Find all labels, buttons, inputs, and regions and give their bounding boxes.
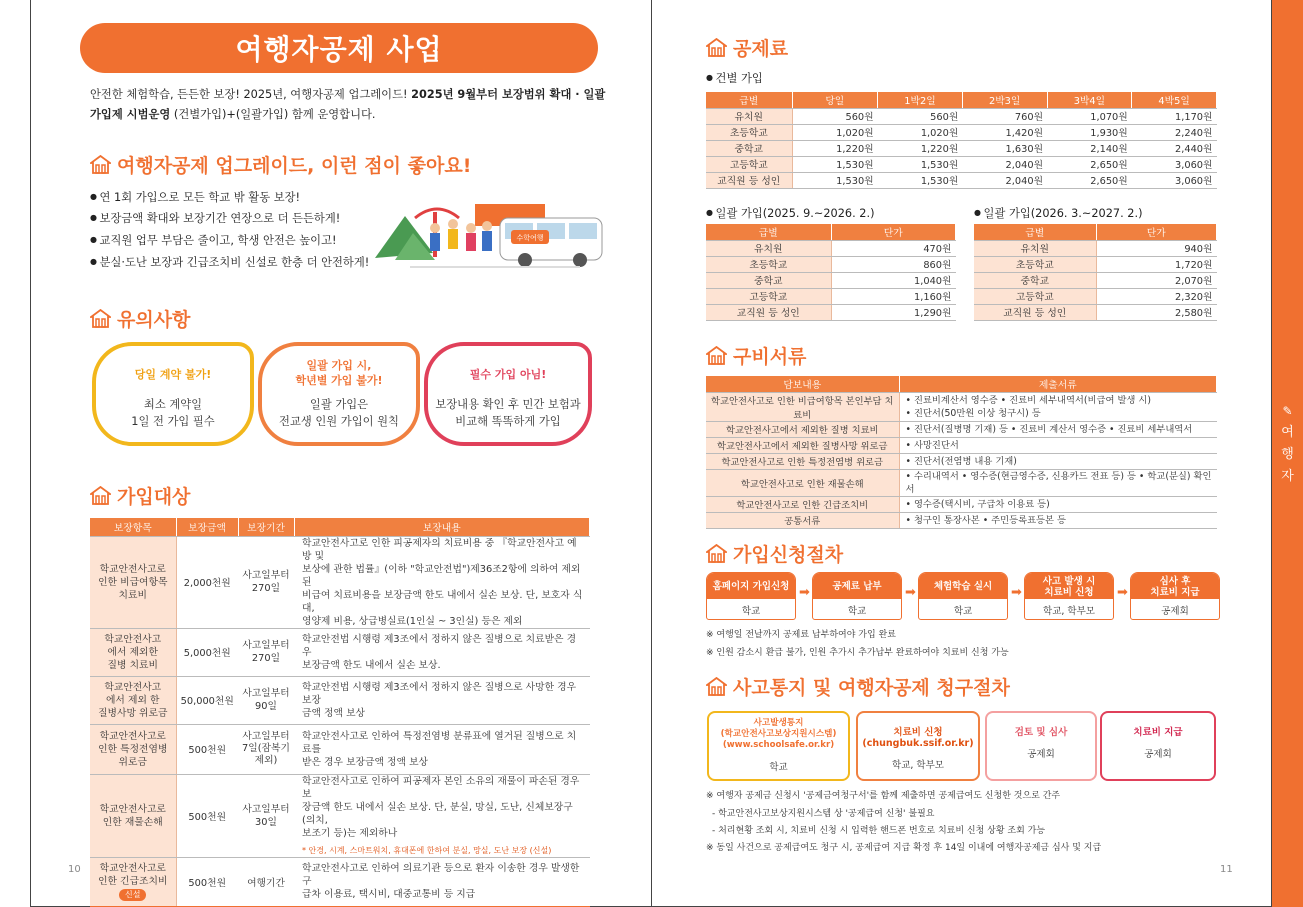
table-header: 단가 — [831, 224, 956, 240]
table-cell: 3,060원 — [1132, 172, 1217, 188]
table-row: 학교안전사고로 인한 비급여항목 치료비 2,000천원 사고일부터 270일 학교안전사고로 인한 피공제자의 치료비용 중 『학교안전사고 예방 및 보상에 관한 법률』(이하 "학교안전법")제36조2항에 의하여 제외된 비급여 치료비용을 보장금액 한도 내에서 실손 보상. 단, 보호자 식대, 영양제 비용, 상급병실료(1인실 ~ 3인실) 등은 제외 — [90, 536, 590, 628]
table-row: 학교안전사고 에서 제외 한 질병사망 위로금 50,000천원 사고일부터 90일 학교안전법 시행령 제3조에서 정하지 않은 질병으로 사망한 경우 보장 금액 정액 보상 — [90, 676, 590, 724]
apply-step — [1130, 572, 1220, 620]
side-tab-char: 자 — [1281, 469, 1294, 484]
table-row — [706, 392, 1217, 421]
table-cell: 1,530원 — [792, 172, 878, 188]
section-docs-heading: 구비서류 — [706, 342, 806, 369]
caution-body: 전교생 인원 가입이 원칙 — [279, 415, 399, 428]
table-cell: • 청구인 통장사본 • 주민등록표등본 등 — [899, 512, 1217, 528]
table-cell: 860원 — [831, 256, 956, 272]
table-row — [706, 288, 956, 304]
page-number: 11 — [1220, 864, 1233, 875]
table-row — [974, 272, 1217, 288]
claim-step-title: 치료비 지급 — [1133, 727, 1183, 738]
claim-step — [707, 711, 850, 781]
apply-step-title: 홈페이지 가입신청 — [712, 581, 790, 592]
table-cell: 560원 — [792, 108, 878, 124]
caution-body: 보장내용 확인 후 민간 보험과 — [435, 398, 581, 411]
table-row: 학교안전사고로 인한 특정전염병 위로금 500천원 사고일부터 7일(잠복기 제외) 학교안전사고로 인하여 특정전염병 분류표에 열거된 질병으로 치료를 받은 경우 보장금액 정액 보상 — [90, 724, 590, 774]
claim-note: ※ 동일 사건으로 공제급여도 청구 시, 공제급여 지급 확정 후 14일 이내에 여행자공제금 심사 및 지급 — [706, 843, 1102, 853]
per-trip-fee-table — [706, 92, 1217, 189]
table-cell: 초등학교 — [974, 256, 1096, 272]
table-cell: 2,040원 — [962, 156, 1047, 172]
table-row: 학교안전사고 에서 제외한 질병 치료비 5,000천원 사고일부터 270일 학교안전법 시행령 제3조에서 정하지 않은 질병으로 치료받은 경우 보장금액 한도 내에서 실손 보상. — [90, 628, 590, 676]
school-icon — [90, 486, 111, 505]
claim-step-owner: 공제회 — [1027, 749, 1055, 760]
claim-step-owner: 공제회 — [1144, 749, 1172, 760]
section-target-heading: 가입대상 — [90, 482, 190, 509]
caution-body: 1일 전 가입 필수 — [131, 415, 215, 428]
table-cell: • 진료비계산서 영수증 • 진료비 세부내역서(비급여 발생 시) • 진단서(50만원 이상 청구시) 등 — [899, 392, 1217, 421]
school-icon — [706, 544, 727, 563]
apply-step-owner: 학교, 학부모 — [1043, 606, 1095, 617]
caution-title: 필수 가입 아님! — [469, 368, 547, 381]
table-row — [706, 453, 1217, 469]
table-cell: 2,320원 — [1096, 288, 1217, 304]
table-header: 1박2일 — [878, 92, 963, 108]
table-cell: 1,530원 — [792, 156, 878, 172]
table-header: 보장금액 — [176, 518, 238, 536]
table-header: 단가 — [1096, 224, 1217, 240]
table-row — [706, 172, 1217, 188]
table-cell: 중학교 — [706, 140, 792, 156]
caution-body: 비교해 똑똑하게 가입 — [455, 415, 561, 428]
lump2-label: ● 일괄 가입(2026. 3.~2027. 2.) — [974, 205, 1142, 221]
page-number: 10 — [68, 864, 81, 875]
table-row — [706, 256, 956, 272]
arrow-right-icon: ➡ — [905, 585, 916, 600]
caution-title: 당일 계약 불가! — [134, 368, 212, 381]
claim-note: - 학교안전사고보상지원시스템 상 '공제급여 신청' 불필요 — [712, 809, 935, 819]
lump1-label: ● 일괄 가입(2025. 9.~2026. 2.) — [706, 205, 874, 221]
table-cell: 공통서류 — [706, 512, 899, 528]
table-cell: 940원 — [1096, 240, 1217, 256]
table-cell: • 영수증(택시비, 구급차 이용료 등) — [899, 496, 1217, 512]
table-row — [706, 108, 1217, 124]
school-icon — [706, 677, 727, 696]
table-cell: 2,140원 — [1047, 140, 1132, 156]
table-cell: 1,220원 — [878, 140, 963, 156]
table-cell: 3,060원 — [1132, 156, 1217, 172]
per-trip-label: ● 건별 가입 — [706, 70, 763, 86]
upgrade-item: ● 분실·도난 보장과 긴급조치비 신설로 한층 더 안전하게! — [90, 254, 369, 270]
table-cell: 학교안전사고로 인한 긴급조치비 — [706, 496, 899, 512]
table-cell: 1,160원 — [831, 288, 956, 304]
claim-step-title: 치료비 신청 — [893, 727, 943, 738]
table-cell: 학교안전사고에서 제외한 질병 치료비 — [706, 421, 899, 437]
table-cell: 학교안전사고로 인한 비급여항목 본인부담 치료비 — [706, 392, 899, 421]
section-upgrade-heading: 여행자공제 업그레이드, 이런 점이 좋아요! — [90, 151, 471, 178]
claim-step — [1100, 711, 1216, 781]
section-claim-heading: 사고통지 및 여행자공제 청구절차 — [706, 673, 1010, 700]
table-row — [706, 469, 1217, 496]
school-icon — [90, 309, 111, 328]
claim-step-owner: 학교, 학부모 — [892, 760, 944, 771]
arrow-right-icon: ➡ — [799, 585, 810, 600]
table-header: 급별 — [974, 224, 1096, 240]
apply-step — [706, 572, 796, 620]
table-cell: • 수리내역서 • 영수증(현금영수증, 신용카드 전표 등) 등 • 학교(분실) 확인서 — [899, 469, 1217, 496]
school-icon — [706, 346, 727, 365]
upgrade-item: ● 교직원 업무 부담은 줄이고, 학생 안전은 높이고! — [90, 232, 337, 248]
table-row: 학교안전사고로 인한 긴급조치비 신설 500천원 여행기간 학교안전사고로 인하여 의료기관 등으로 환자 이송한 경우 발생한 구 급차 이용료, 택시비, 대중교통비 등 지급 — [90, 857, 590, 907]
arrow-right-icon: ➡ — [1117, 585, 1128, 600]
coverage-note: * 안경, 시계, 스마트워치, 휴대폰에 한하여 분실, 망실, 도난 보장 (신설) — [302, 845, 552, 855]
intro-text: 안전한 체험학습, 든든한 보장! 2025년, 여행자공제 업그레이드! 2025년 9월부터 보장범위 확대 · 일괄가입제 시범운영 (건별가입)+(일괄가입) 함께 운영합니다. — [90, 88, 606, 121]
apply-step-title: 체험학습 실시 — [933, 581, 993, 592]
side-tab-char: 여 — [1281, 425, 1294, 440]
table-cell: 초등학교 — [706, 256, 831, 272]
claim-step-title: (chungbuk.ssif.or.kr) — [862, 738, 974, 749]
table-cell: 1,530원 — [878, 156, 963, 172]
upgrade-item: ● 보장금액 확대와 보장기간 연장으로 더 든든하게! — [90, 210, 340, 226]
apply-step-owner: 학교 — [953, 606, 973, 617]
table-cell: 유치원 — [706, 240, 831, 256]
claim-note: - 처리현황 조회 시, 치료비 신청 시 입력한 핸드폰 번호로 치료비 신청 상황 조회 가능 — [712, 826, 1046, 836]
caution-card — [424, 342, 592, 446]
section-cautions-heading: 유의사항 — [90, 305, 190, 332]
pencil-icon: ✎ — [1282, 404, 1293, 418]
table-cell: 1,290원 — [831, 304, 956, 320]
table-cell: 1,930원 — [1047, 124, 1132, 140]
table-cell: • 진단서(질병명 기재) 등 • 진료비 계산서 영수증 • 진료비 세부내역서 — [899, 421, 1217, 437]
apply-step-owner: 공제회 — [1161, 606, 1189, 617]
table-row: 학교안전사고로 인한 재물손해 500천원 사고일부터 30일 학교안전사고로 인하여 피공제자 본인 소유의 재물이 파손된 경우 보 장금액 한도 내에서 실손 보상. 단, 분실, 망실, 도난, 신체보장구(의치, 보조기 등)는 제외하나 * 안경, 시계, 스마트워치, 휴대폰에 한하여 분실, 망실, 도난 보장 (신설) — [90, 774, 590, 857]
documents-table — [706, 376, 1217, 529]
table-cell: 학교안전사고에서 제외한 질병사망 위로금 — [706, 437, 899, 453]
table-header: 3박4일 — [1047, 92, 1132, 108]
claim-step-owner: 학교 — [769, 762, 788, 773]
caution-card — [258, 342, 420, 446]
table-cell: 2,650원 — [1047, 172, 1132, 188]
table-cell: 2,070원 — [1096, 272, 1217, 288]
table-header: 당일 — [792, 92, 878, 108]
center-fold — [651, 0, 652, 907]
side-tab — [1272, 0, 1303, 907]
table-header: 보장내용 — [294, 518, 590, 536]
caution-body: 최소 계약일 — [143, 398, 203, 411]
table-header: 보장기간 — [238, 518, 294, 536]
apply-step-title: 치료비 신청 — [1044, 586, 1094, 598]
claim-step-title: (학교안전사고보상지원시스템) — [720, 729, 837, 739]
table-header: 보장항목 — [90, 518, 176, 536]
apply-step — [812, 572, 902, 620]
table-row — [974, 256, 1217, 272]
table-cell: 유치원 — [974, 240, 1096, 256]
claim-note: ※ 여행자 공제금 신청시 '공제금여청구서'를 함께 제출하면 공제급여도 신청한 것으로 간주 — [706, 791, 1061, 801]
table-row — [706, 156, 1217, 172]
table-header: 급별 — [706, 92, 792, 108]
coverage-table — [90, 518, 590, 907]
apply-step-title: 심사 후 — [1159, 575, 1191, 587]
table-row — [706, 240, 956, 256]
table-cell: 1,530원 — [878, 172, 963, 188]
upgrade-item: ● 연 1회 가입으로 모든 학교 밖 활동 보장! — [90, 189, 300, 205]
claim-step-title: 사고발생통지 — [753, 718, 804, 728]
caution-title: 학년별 가입 불가! — [295, 374, 383, 387]
table-cell: 1,420원 — [962, 124, 1047, 140]
table-row — [706, 496, 1217, 512]
table-cell: 2,240원 — [1132, 124, 1217, 140]
page-title: 여행자공제 사업 — [80, 23, 598, 73]
apply-step-title: 사고 발생 시 — [1042, 575, 1096, 587]
table-cell: 2,580원 — [1096, 304, 1217, 320]
table-row — [974, 304, 1217, 320]
table-cell: 초등학교 — [706, 124, 792, 140]
table-cell: 학교안전사고로 인한 특정전염병 위로금 — [706, 453, 899, 469]
table-cell: 1,720원 — [1096, 256, 1217, 272]
table-cell: • 진단서(전염병 내용 기재) — [899, 453, 1217, 469]
table-row — [706, 437, 1217, 453]
table-cell: 고등학교 — [706, 156, 792, 172]
claim-step-title: 검토 및 심사 — [1014, 727, 1068, 738]
table-cell: 1,220원 — [792, 140, 878, 156]
section-apply-heading: 가입신청절차 — [706, 540, 843, 567]
table-cell: 학교안전사고로 인한 재물손해 — [706, 469, 899, 496]
apply-step-owner: 학교 — [741, 606, 761, 617]
school-icon — [90, 155, 111, 174]
table-cell: 560원 — [878, 108, 963, 124]
table-cell: 470원 — [831, 240, 956, 256]
apply-step-title: 치료비 지급 — [1150, 586, 1200, 598]
apply-note: ※ 여행일 전날까지 공제료 납부하여야 가입 완료 — [706, 630, 896, 640]
table-cell: 1,070원 — [1047, 108, 1132, 124]
caution-title: 일괄 가입 시, — [306, 359, 372, 372]
table-header: 급별 — [706, 224, 831, 240]
table-header: 제출서류 — [899, 376, 1217, 392]
table-header: 담보내용 — [706, 376, 899, 392]
table-row — [706, 512, 1217, 528]
lump1-fee-table — [706, 224, 956, 321]
table-cell: 1,020원 — [792, 124, 878, 140]
table-cell: 고등학교 — [706, 288, 831, 304]
table-cell: 760원 — [962, 108, 1047, 124]
table-cell: 1,040원 — [831, 272, 956, 288]
table-row — [706, 140, 1217, 156]
table-cell: 교직원 등 성인 — [706, 172, 792, 188]
table-row — [706, 124, 1217, 140]
field-trip-illustration — [375, 198, 605, 278]
table-cell: 중학교 — [706, 272, 831, 288]
table-cell: 2,440원 — [1132, 140, 1217, 156]
table-row — [706, 272, 956, 288]
side-tab-char: 행 — [1281, 447, 1294, 462]
table-row — [706, 304, 956, 320]
caution-body: 일괄 가입은 — [309, 398, 369, 411]
table-header: 4박5일 — [1132, 92, 1217, 108]
apply-note: ※ 인원 감소시 환급 불가, 인원 추가시 추가납부 완료하여야 치료비 신청 가능 — [706, 648, 1009, 658]
claim-step-title: (www.schoolsafe.or.kr) — [722, 740, 835, 750]
table-cell: 2,040원 — [962, 172, 1047, 188]
caution-card — [92, 342, 254, 446]
bus-label: 수학여행 — [516, 234, 544, 242]
claim-step — [856, 711, 980, 781]
apply-step-title: 공제료 납부 — [832, 581, 882, 592]
table-row — [706, 421, 1217, 437]
table-cell: 고등학교 — [974, 288, 1096, 304]
table-cell: 2,650원 — [1047, 156, 1132, 172]
apply-step — [918, 572, 1008, 620]
table-cell: 1,020원 — [878, 124, 963, 140]
apply-step-owner: 학교 — [847, 606, 867, 617]
table-cell: 1,630원 — [962, 140, 1047, 156]
table-cell: • 사망진단서 — [899, 437, 1217, 453]
table-cell: 중학교 — [974, 272, 1096, 288]
section-fee-heading: 공제료 — [706, 34, 788, 61]
new-badge: 신설 — [119, 889, 146, 901]
arrow-right-icon: ➡ — [1011, 585, 1022, 600]
claim-step — [985, 711, 1097, 781]
lump2-fee-table — [974, 224, 1217, 321]
table-row — [974, 288, 1217, 304]
apply-step — [1024, 572, 1114, 620]
table-header: 2박3일 — [962, 92, 1047, 108]
table-cell: 교직원 등 성인 — [706, 304, 831, 320]
table-cell: 교직원 등 성인 — [974, 304, 1096, 320]
school-icon — [706, 38, 727, 57]
table-cell: 유치원 — [706, 108, 792, 124]
table-row — [974, 240, 1217, 256]
table-cell: 1,170원 — [1132, 108, 1217, 124]
